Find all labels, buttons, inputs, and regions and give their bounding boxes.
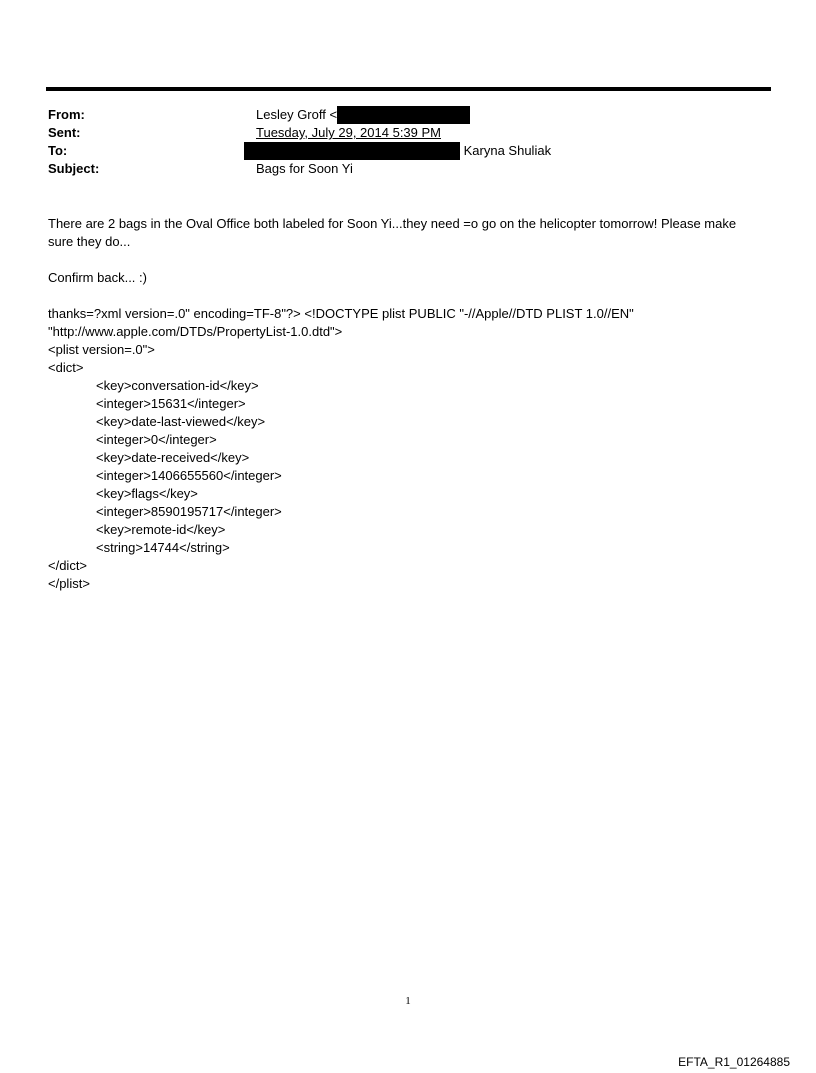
from-row <box>48 106 748 124</box>
body-line: Confirm back... :) <box>48 270 147 285</box>
subject-label: Subject: <box>48 161 100 176</box>
xml-line: <key>flags</key> <box>96 486 198 501</box>
xml-line: <integer>15631</integer> <box>96 396 246 411</box>
xml-line: </plist> <box>48 576 90 591</box>
from-label: From: <box>48 107 85 122</box>
xml-line: </dict> <box>48 558 88 573</box>
body-line: There are 2 bags in the Oval Office both labeled for Soon Yi...they need =o go on the helicopter tomorrow! Please make <box>48 216 737 231</box>
xml-line: <key>date-received</key> <box>96 450 250 465</box>
redaction-from-email <box>337 106 470 124</box>
body-line: sure they do... <box>48 234 131 249</box>
page-number: 1 <box>405 995 411 1007</box>
email-header <box>48 106 748 178</box>
from-name: Lesley Groff < <box>256 107 338 122</box>
to-row <box>48 142 748 160</box>
to-name: Karyna Shuliak <box>463 143 552 158</box>
bates-number: EFTA_R1_01264885 <box>678 1055 790 1069</box>
subject-value: Bags for Soon Yi <box>256 161 353 176</box>
xml-line: "http://www.apple.com/DTDs/PropertyList-1.0.dtd"> <box>48 324 343 339</box>
xml-line: <dict> <box>48 360 84 375</box>
xml-line: <key>date-last-viewed</key> <box>96 414 266 429</box>
to-value <box>244 142 551 160</box>
xml-line: <integer>0</integer> <box>96 432 217 447</box>
from-value <box>256 106 470 124</box>
xml-line: <key>remote-id</key> <box>96 522 226 537</box>
xml-line: <integer>8590195717</integer> <box>96 504 282 519</box>
xml-line: <string>14744</string> <box>96 540 230 555</box>
xml-line: thanks=?xml version=.0" encoding=TF-8"?> <!DOCTYPE plist PUBLIC "-//Apple//DTD PLIST 1.0//EN" <box>48 306 634 321</box>
sent-row <box>48 124 748 142</box>
sent-value: Tuesday, July 29, 2014 5:39 PM <box>256 125 441 140</box>
xml-line: <plist version=.0"> <box>48 342 155 357</box>
redaction-to-recipient <box>244 142 460 160</box>
xml-line: <integer>1406655560</integer> <box>96 468 282 483</box>
subject-row <box>48 160 748 178</box>
top-rule <box>46 87 771 91</box>
email-body <box>48 215 773 593</box>
sent-label: Sent: <box>48 125 81 140</box>
to-label: To: <box>48 143 68 158</box>
xml-line: <key>conversation-id</key> <box>96 378 259 393</box>
